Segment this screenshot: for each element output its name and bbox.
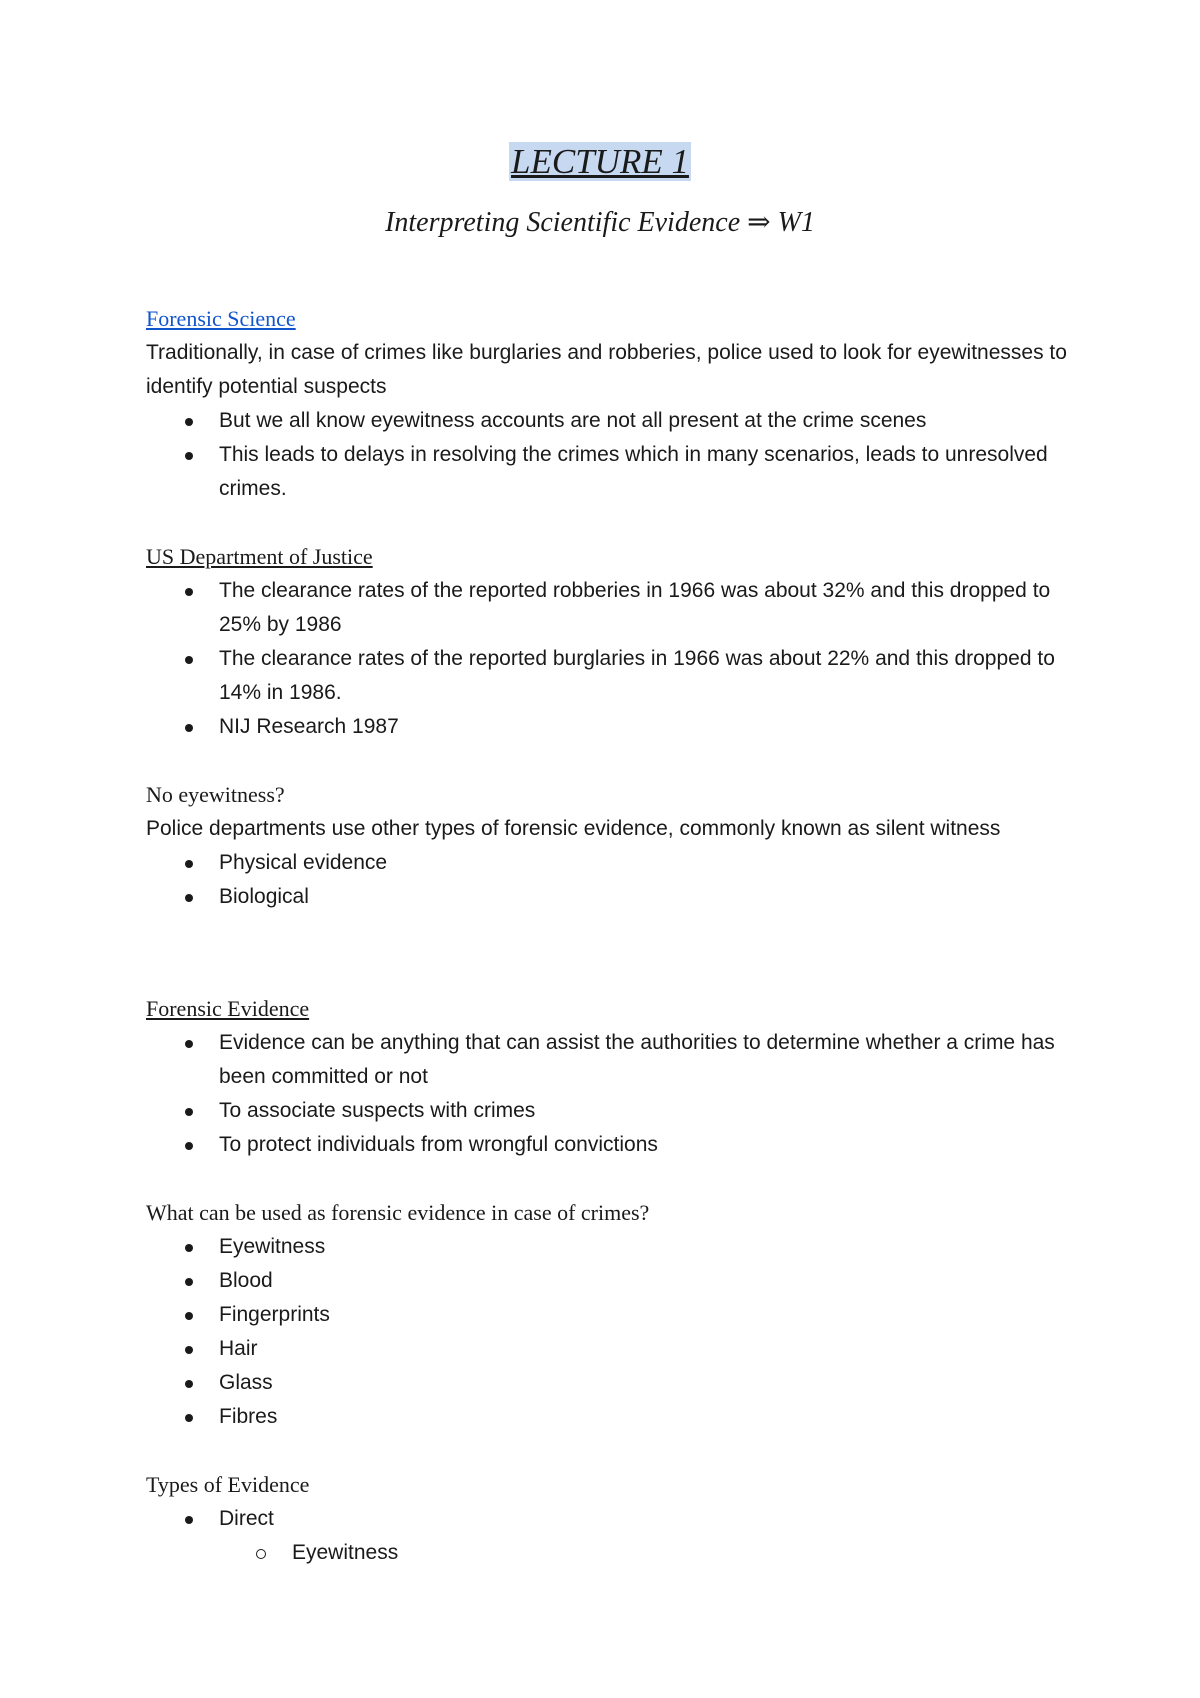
- what-can-be-used-list: [146, 1230, 1076, 1434]
- doj-list: [146, 574, 1076, 744]
- list-item: The clearance rates of the reported robberies in 1966 was about 32% and this dropped to 25% by 1986: [146, 574, 1076, 642]
- spacer: [146, 1162, 1076, 1196]
- list-item: Biological: [146, 880, 1076, 914]
- document-body: [146, 302, 1076, 1570]
- list-item: Direct: [146, 1502, 1076, 1536]
- no-eyewitness-intro: Police departments use other types of forensic evidence, commonly known as silent witness: [146, 817, 1001, 840]
- forensic-evidence-list: [146, 1026, 1076, 1162]
- list-item: This leads to delays in resolving the crimes which in many scenarios, leads to unresolved crimes.: [146, 438, 1076, 506]
- no-eyewitness-list: [146, 846, 1076, 914]
- lecture-subtitle: Interpreting Scientific Evidence ⇒ W1: [385, 207, 815, 238]
- list-item: To associate suspects with crimes: [146, 1094, 1076, 1128]
- heading-forensic-science[interactable]: Forensic Science: [146, 306, 296, 331]
- lecture-title: [0, 140, 1200, 184]
- list-item: Physical evidence: [146, 846, 1076, 880]
- spacer: [146, 914, 1076, 992]
- list-item: To protect individuals from wrongful convictions: [146, 1128, 1076, 1162]
- list-item: NIJ Research 1987: [146, 710, 1076, 744]
- list-item: Evidence can be anything that can assist the authorities to determine whether a crime has been committed or not: [146, 1026, 1076, 1094]
- heading-no-eyewitness: No eyewitness?: [146, 782, 285, 807]
- heading-what-can-be-used: What can be used as forensic evidence in case of crimes?: [146, 1200, 650, 1225]
- spacer: [146, 744, 1076, 778]
- lecture-title-text: LECTURE 1: [511, 142, 689, 181]
- forensic-science-intro: Traditionally, in case of crimes like burglaries and robberies, police used to look for eyewitnesses to identify potential suspects: [146, 341, 1067, 398]
- spacer: [146, 506, 1076, 540]
- list-item: Glass: [146, 1366, 1076, 1400]
- list-item: Fingerprints: [146, 1298, 1076, 1332]
- list-item: The clearance rates of the reported burglaries in 1966 was about 22% and this dropped to 14% in 1986.: [146, 642, 1076, 710]
- list-item: Blood: [146, 1264, 1076, 1298]
- forensic-science-list: [146, 404, 1076, 506]
- heading-us-doj: US Department of Justice: [146, 544, 373, 569]
- heading-types-of-evidence: Types of Evidence: [146, 1472, 310, 1497]
- list-item: Hair: [146, 1332, 1076, 1366]
- list-item: Fibres: [146, 1400, 1076, 1434]
- types-list: [146, 1502, 1076, 1570]
- spacer: [146, 1434, 1076, 1468]
- list-item: But we all know eyewitness accounts are not all present at the crime scenes: [146, 404, 1076, 438]
- list-item: Eyewitness: [146, 1230, 1076, 1264]
- sub-list-item: Eyewitness: [146, 1536, 1076, 1570]
- heading-forensic-evidence: Forensic Evidence: [146, 996, 310, 1021]
